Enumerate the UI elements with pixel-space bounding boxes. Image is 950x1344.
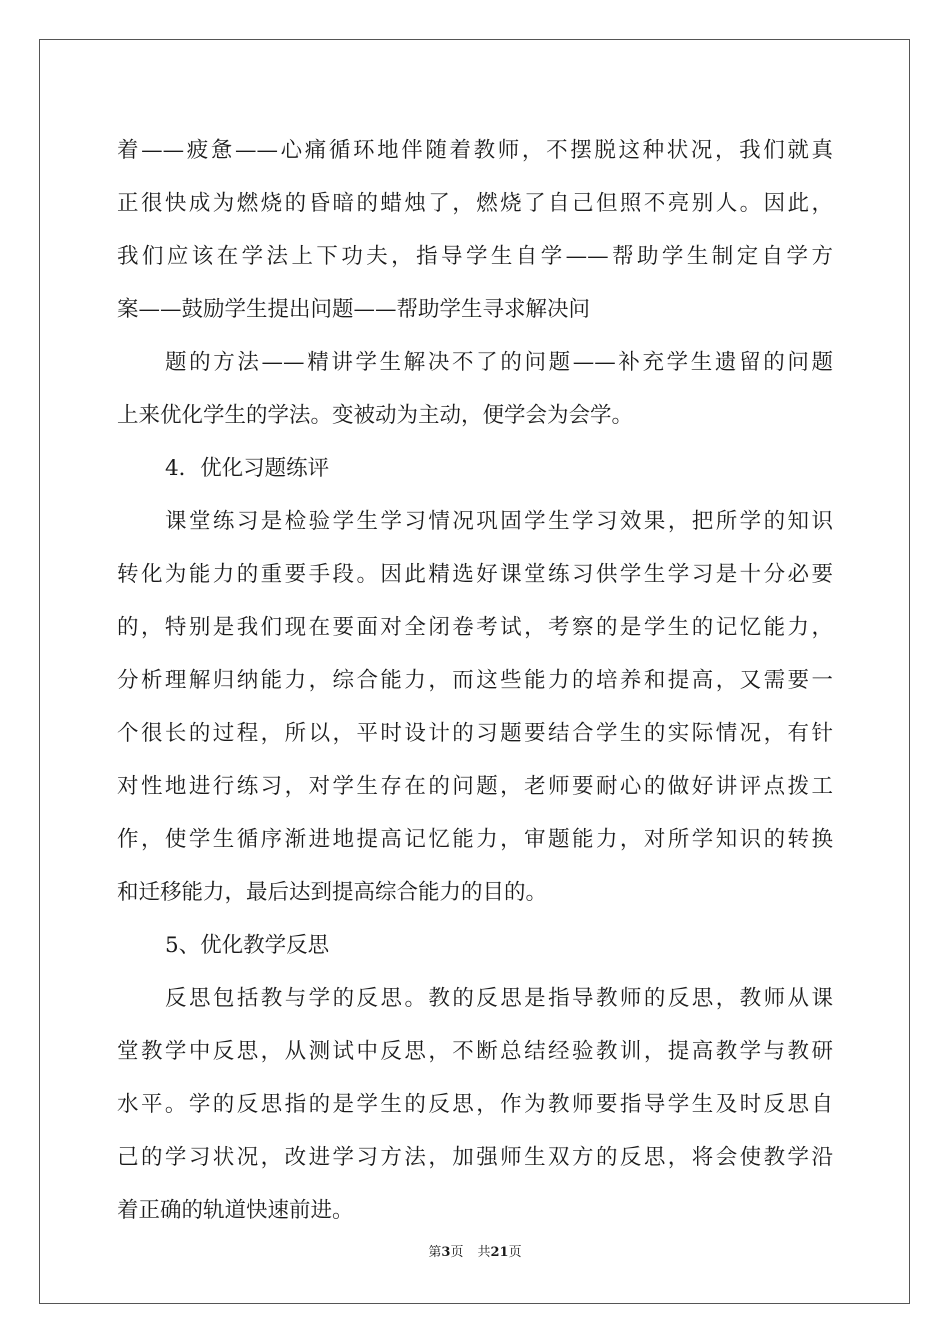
document-body	[117, 124, 833, 1237]
text-line: 案——鼓励学生提出问题——帮助学生寻求解决问	[117, 297, 591, 322]
text-line: 个很长的过程，所以，平时设计的习题要结合学生的实际情况，有针	[117, 721, 833, 746]
text-line: 对性地进行练习，对学生存在的问题，老师要耐心的做好讲评点拨工	[117, 774, 833, 799]
current-page-number: 3	[441, 1245, 451, 1260]
page-prefix: 第	[428, 1245, 442, 1260]
text-line: 的，特别是我们现在要面对全闭卷考试，考察的是学生的记忆能力，	[117, 615, 833, 640]
page-footer	[0, 1241, 950, 1260]
text-line: 堂教学中反思，从测试中反思，不断总结经验教训，提高教学与教研	[117, 1039, 833, 1064]
text-line: 转化为能力的重要手段。因此精选好课堂练习供学生学习是十分必要	[117, 562, 833, 587]
text-line: 分析理解归纳能力，综合能力，而这些能力的培养和提高，又需要一	[117, 668, 833, 693]
text-line: 课堂练习是检验学生学习情况巩固学生学习效果，把所学的知识	[165, 509, 833, 534]
text-line: 着——疲惫——心痛循环地伴随着教师，不摆脱这种状况，我们就真	[117, 138, 833, 163]
text-line: 反思包括教与学的反思。教的反思是指导教师的反思，教师从课	[165, 986, 833, 1011]
text-line: 着正确的轨道快速前进。	[117, 1198, 354, 1223]
total-suffix: 页	[508, 1245, 522, 1260]
text-line: 作，使学生循序渐进地提高记忆能力，审题能力，对所学知识的转换	[117, 827, 833, 852]
total-page-count: 21	[490, 1245, 509, 1260]
total-prefix: 共	[477, 1245, 491, 1260]
text-line: 正很快成为燃烧的昏暗的蜡烛了，燃烧了自己但照不亮别人。因此，	[117, 191, 833, 216]
text-line: 水平。学的反思指的是学生的反思，作为教师要指导学生及时反思自	[117, 1092, 833, 1117]
text-line: 题的方法——精讲学生解决不了的问题——补充学生遗留的问题	[165, 350, 833, 375]
section-heading: 4．优化习题练评	[165, 456, 330, 481]
text-line: 我们应该在学法上下功夫，指导学生自学——帮助学生制定自学方	[117, 244, 833, 269]
section-heading: 5、优化教学反思	[165, 933, 330, 958]
page-suffix: 页	[450, 1245, 464, 1260]
text-line: 和迁移能力，最后达到提高综合能力的目的。	[117, 880, 548, 905]
text-line: 上来优化学生的学法。变被动为主动，便学会为会学。	[117, 403, 634, 428]
text-line: 己的学习状况，改进学习方法，加强师生双方的反思，将会使教学沿	[117, 1145, 833, 1170]
